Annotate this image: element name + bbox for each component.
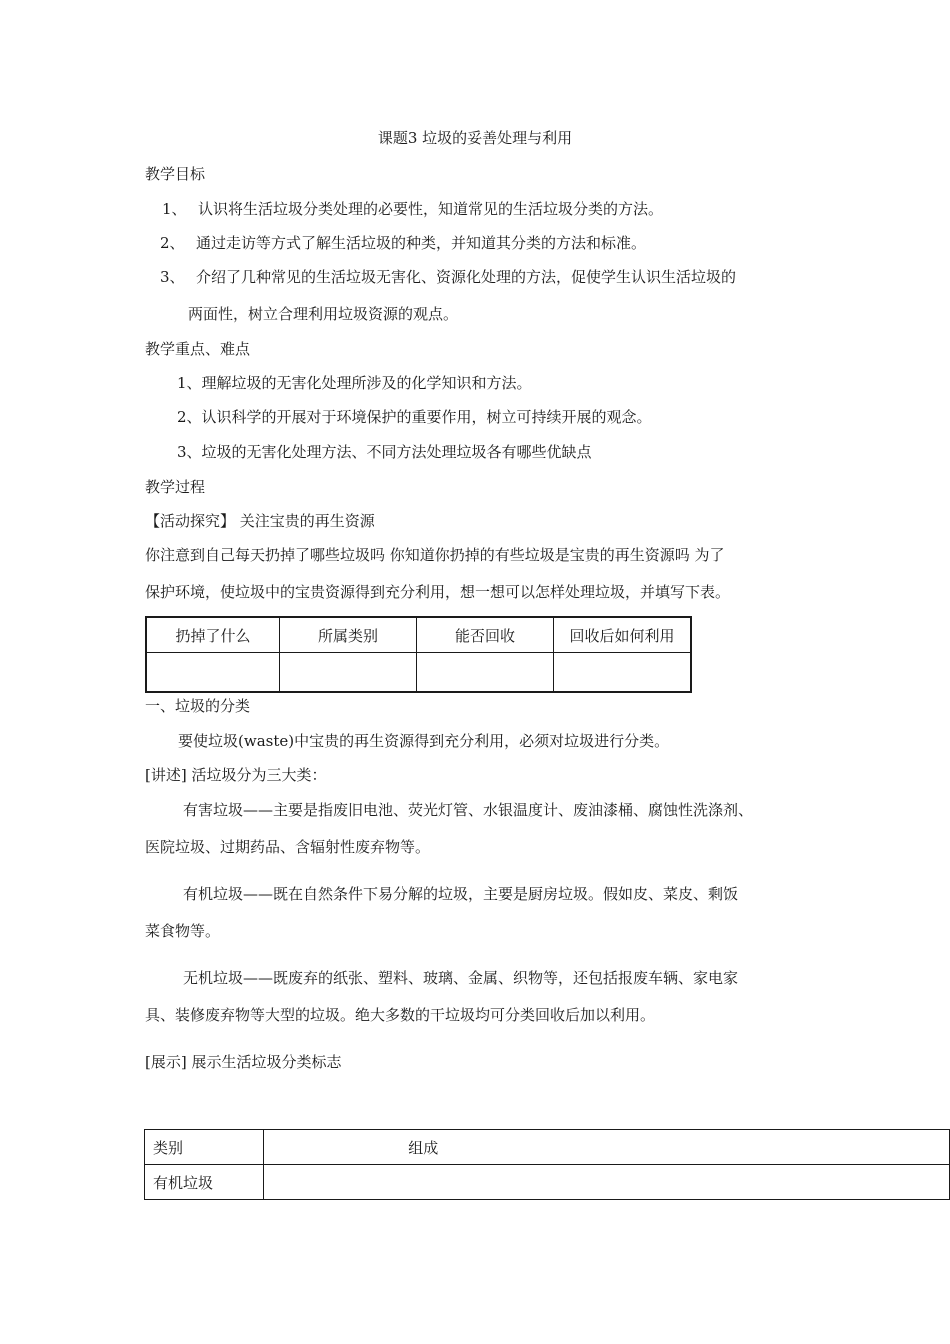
- activity-heading: 【活动探究】 关注宝贵的再生资源: [145, 512, 375, 530]
- goal-item-2: [160, 233, 646, 253]
- classification-table-row: [145, 1165, 950, 1200]
- goal-item-3-continued: 两面性，树立合理利用垃圾资源的观点。: [188, 305, 459, 323]
- goal-item-1-text: 认识将生活垃圾分类处理的必要性，知道常见的生活垃圾分类的方法。: [198, 200, 664, 218]
- process-heading: 教学过程: [145, 478, 206, 496]
- goal-item-3-num: 3、: [160, 268, 185, 286]
- hazardous-waste-line-1: 有害垃圾——主要是指废旧电池、荧光灯管、水银温度计、废油漆桶、腐蚀性洗涤剂、: [183, 801, 754, 819]
- activity-paragraph-line-1: 你注意到自己每天扔掉了哪些垃圾吗 你知道你扔掉的有些垃圾是宝贵的再生资源吗 为了: [145, 546, 725, 564]
- goal-item-1-num: 1、: [162, 200, 187, 218]
- organic-waste-line-2: 菜食物等。: [145, 922, 221, 940]
- key-point-1: 1、理解垃圾的无害化处理所涉及的化学知识和方法。: [177, 374, 532, 392]
- goals-heading: 教学目标: [145, 165, 206, 183]
- disposal-table-row: [146, 653, 691, 693]
- key-point-2: 2、认识科学的开展对于环境保护的重要作用，树立可持续开展的观念。: [177, 408, 652, 426]
- disposal-table-header-reuse: 回收后如何利用: [554, 617, 692, 653]
- classification-table: [144, 1129, 950, 1200]
- section-1-heading: 一、垃圾的分类: [145, 697, 251, 715]
- disposal-table-cell[interactable]: [417, 653, 554, 693]
- classification-header-category: 类别: [145, 1130, 264, 1165]
- hazardous-waste-line-2: 医院垃圾、过期药品、含辐射性废弃物等。: [145, 838, 431, 856]
- goal-item-2-text: 通过走访等方式了解生活垃圾的种类，并知道其分类的方法和标准。: [196, 234, 647, 252]
- activity-paragraph-line-2: 保护环境，使垃圾中的宝贵资源得到充分利用，想一想可以怎样处理垃圾，并填写下表。: [145, 583, 731, 601]
- classification-row-composition[interactable]: [264, 1165, 950, 1200]
- key-points-heading: 教学重点、难点: [145, 340, 251, 358]
- disposal-table-header-row: [146, 617, 691, 653]
- disposal-table-cell[interactable]: [554, 653, 692, 693]
- disposal-table-header-category: 所属类别: [280, 617, 417, 653]
- disposal-table-cell[interactable]: [280, 653, 417, 693]
- disposal-table-header-recyclable: 能否回收: [417, 617, 554, 653]
- disposal-table: [145, 616, 692, 693]
- goal-item-3: [160, 267, 736, 287]
- classification-table-header-row: [145, 1130, 950, 1165]
- classification-header-composition: 组成: [264, 1130, 950, 1165]
- disposal-table-cell[interactable]: [146, 653, 280, 693]
- disposal-table-header-item: 扔掉了什么: [146, 617, 280, 653]
- display-note: [展示] 展示生活垃圾分类标志: [145, 1053, 342, 1071]
- organic-waste-line-1: 有机垃圾——既在自然条件下易分解的垃圾，主要是厨房垃圾。假如皮、菜皮、剩饭: [183, 885, 739, 903]
- inorganic-waste-line-1: 无机垃圾——既废弃的纸张、塑料、玻璃、金属、织物等，还包括报废车辆、家电家: [183, 969, 739, 987]
- page-title: 课题3 垃圾的妥善处理与利用: [377, 129, 573, 147]
- goal-item-1: [162, 199, 663, 219]
- lecture-note: [讲述] 活垃圾分为三大类：: [145, 766, 327, 784]
- section-1-intro: 要使垃圾(waste)中宝贵的再生资源得到充分利用，必须对垃圾进行分类。: [178, 732, 670, 750]
- classification-row-category: 有机垃圾: [145, 1165, 264, 1200]
- key-point-3: 3、垃圾的无害化处理方法、不同方法处理垃圾各有哪些优缺点: [177, 443, 592, 461]
- inorganic-waste-line-2: 具、装修废弃物等大型的垃圾。绝大多数的干垃圾均可分类回收后加以利用。: [145, 1006, 656, 1024]
- goal-item-2-num: 2、: [160, 234, 185, 252]
- goal-item-3-text: 介绍了几种常见的生活垃圾无害化、资源化处理的方法，促使学生认识生活垃圾的: [196, 268, 737, 286]
